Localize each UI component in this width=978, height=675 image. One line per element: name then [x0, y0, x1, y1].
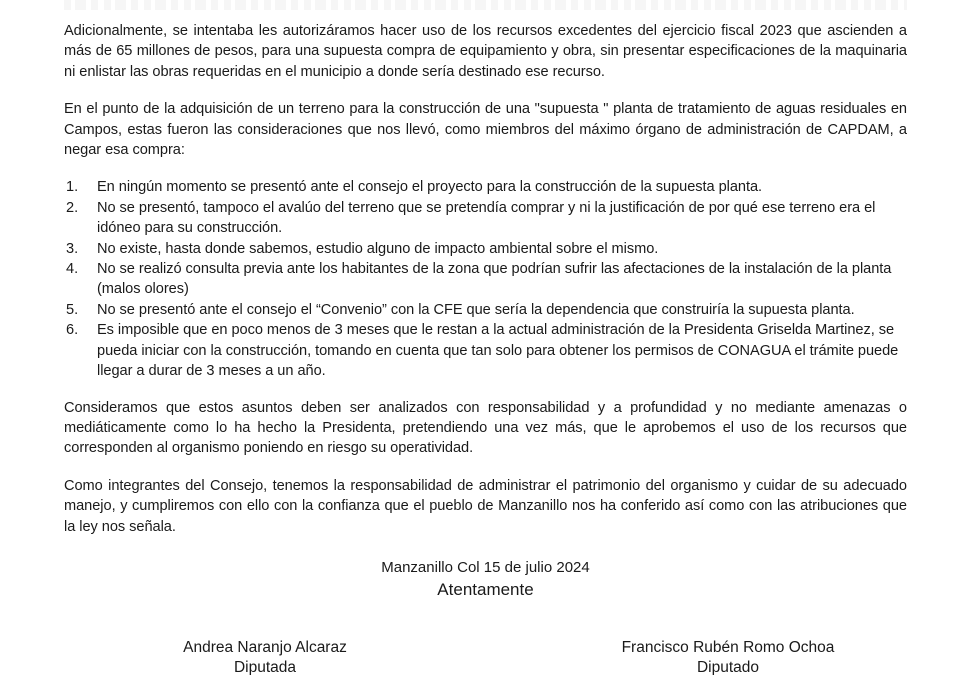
signature-block-right	[563, 638, 893, 675]
clipped-top-line	[64, 0, 907, 10]
document-body	[64, 0, 907, 601]
paragraph-3: Consideramos que estos asuntos deben ser analizados con responsabilidad y a profundidad y no mediante amenazas o mediáticamente como lo ha hecho la Presidenta, pretendiendo una vez más, que le aprobemos el uso de los recursos que corresponden al organismo poniendo en riesgo su operatividad.	[64, 399, 907, 457]
paragraph-2: En el punto de la adquisición de un terreno para la construcción de una "supuesta " planta de tratamiento de aguas residuales en Campos, estas fueron las consideraciones que nos llevó, como miembros del máximo órgano de administración de CAPDAM, a negar esa compra:	[64, 101, 907, 159]
list-item: Es imposible que en poco menos de 3 meses que le restan a la actual administración de la Presidenta Griselda Martinez, se pueda iniciar con la construcción, tomando en cuenta que tan solo para obtener los permisos de CONAGUA el trámite puede llegar a durar de 3 meses a un año.	[97, 322, 899, 380]
closing-block	[64, 557, 907, 601]
signatory-role: Diputado	[696, 659, 760, 675]
signature-block-left	[100, 638, 430, 675]
list-item: En ningún momento se presentó ante el consejo el proyecto para la construcción de la supuesta planta.	[97, 179, 763, 196]
numbered-claims-list	[64, 177, 907, 381]
list-item: No existe, hasta donde sabemos, estudio alguno de impacto ambiental sobre el mismo.	[97, 240, 659, 257]
signatory-name: Andrea Naranjo Alcaraz	[183, 639, 347, 656]
list-item: No se presentó ante el consejo el “Convenio” con la CFE que sería la dependencia que construiría la supuesta planta.	[97, 301, 855, 318]
list-item: No se realizó consulta previa ante los habitantes de la zona que podrían sufrir las afectaciones de la instalación de la planta (malos olores)	[97, 261, 892, 298]
paragraph-4: Como integrantes del Consejo, tenemos la responsabilidad de administrar el patrimonio del organismo y cuidar de su adecuado manejo, y cumpliremos con ello con la confianza que el pueblo de Manzanillo nos ha conferido así como con las atribuciones que la ley nos señala.	[64, 477, 907, 535]
signatory-name: Francisco Rubén Romo Ochoa	[621, 639, 835, 656]
signature-row	[64, 638, 907, 675]
signatory-role: Diputada	[233, 659, 297, 675]
salutation: Atentamente	[437, 579, 534, 599]
paragraph-1: Adicionalmente, se intentaba les autorizáramos hacer uso de los recursos excedentes del ejercicio fiscal 2023 que ascienden a más de 65 millones de pesos, para una supuesta compra de equipamiento y obra, sin presentar especificaciones de la maquinaria ni enlistar las obras requeridas en el municipio a donde sería destinado ese recurso.	[64, 23, 907, 80]
place-and-date: Manzanillo Col 15 de julio 2024	[381, 558, 590, 576]
list-item: No se presentó, tampoco el avalúo del terreno que se pretendía comprar y ni la justificación de por qué ese terreno era el idóneo para su construcción.	[97, 199, 876, 237]
